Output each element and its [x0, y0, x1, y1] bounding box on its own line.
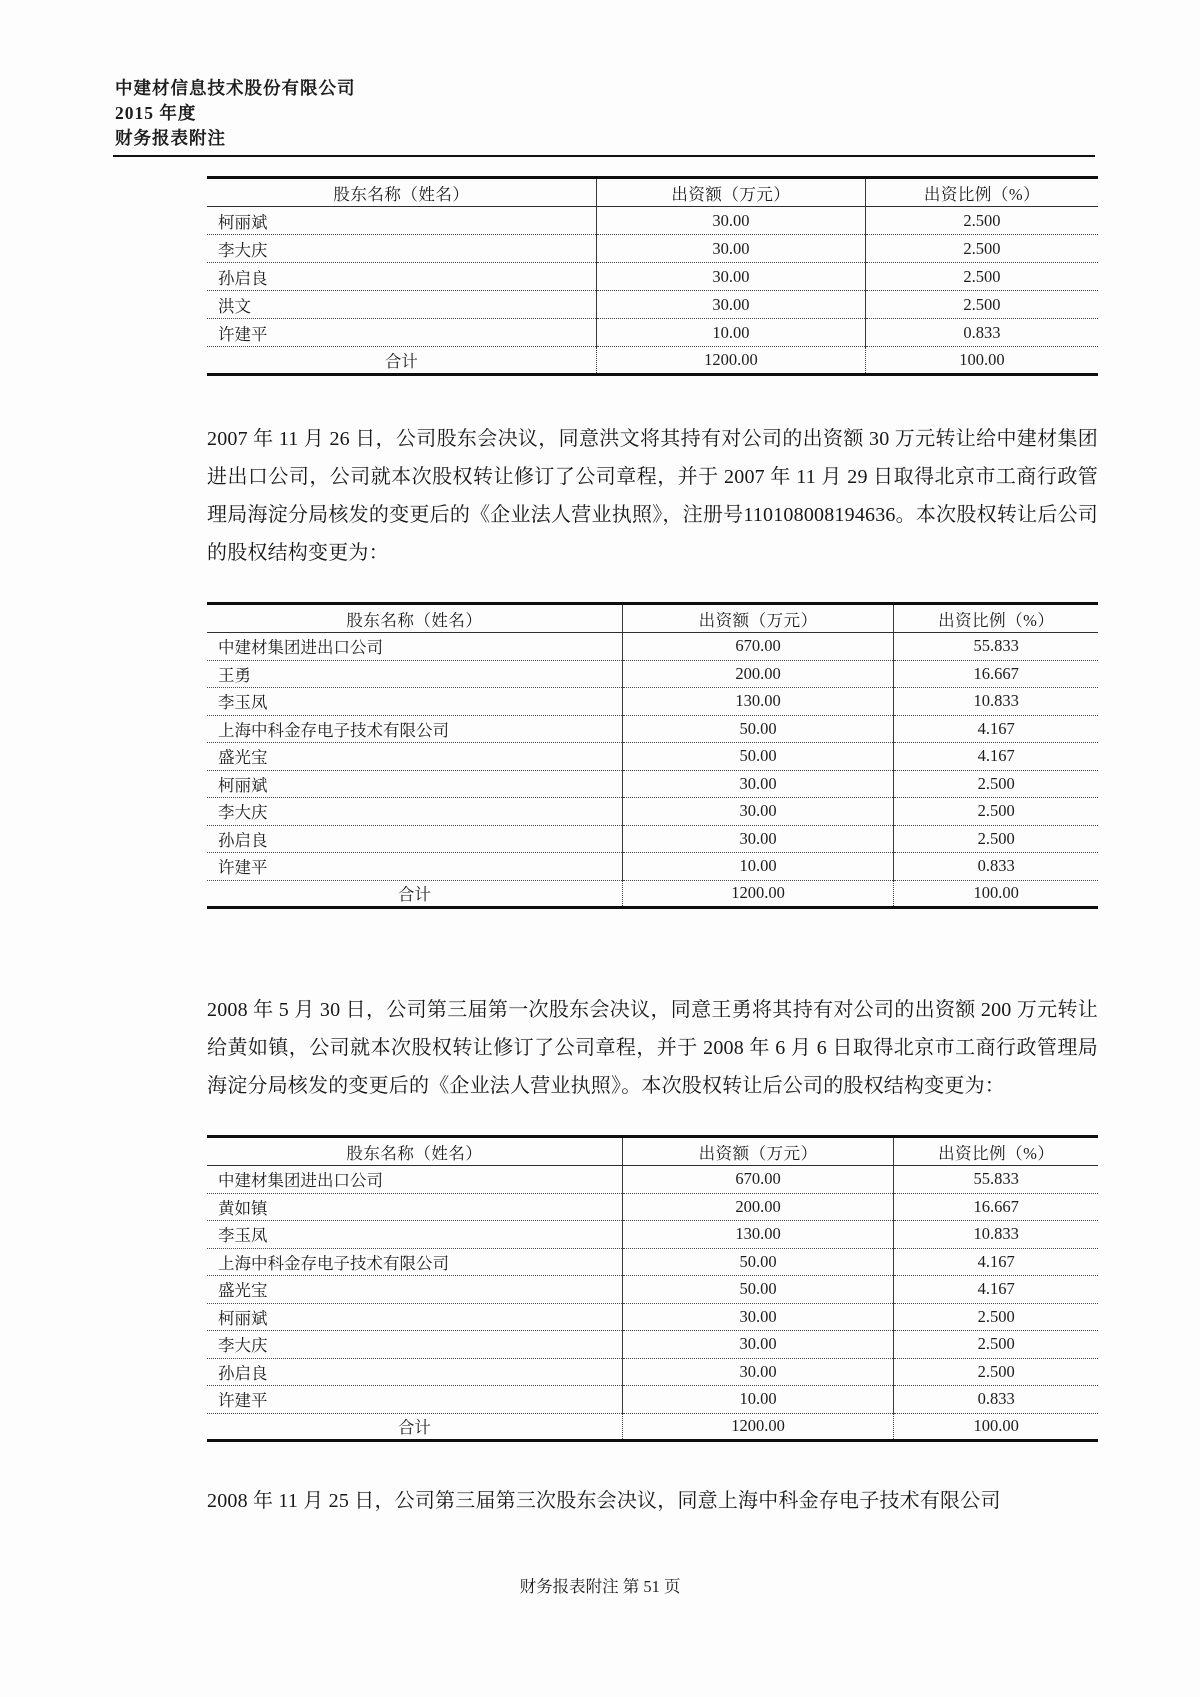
table-row [207, 1331, 1098, 1359]
col-header-shareholder-name: 股东名称（姓名） [207, 178, 596, 207]
amount-cell: 670.00 [622, 633, 894, 661]
table-row [207, 853, 1098, 881]
percent-cell: 2.500 [894, 1358, 1098, 1386]
amount-cell: 10.00 [622, 1386, 894, 1414]
table-total-row [207, 347, 1098, 375]
table-row [207, 1386, 1098, 1414]
table-row [207, 291, 1098, 319]
table-row [207, 633, 1098, 661]
shareholder-name-cell: 合计 [207, 347, 596, 375]
table-row [207, 1303, 1098, 1331]
col-header-contribution-amount: 出资额（万元） [622, 604, 894, 633]
percent-cell: 2.500 [894, 770, 1098, 798]
table-row [207, 1248, 1098, 1276]
amount-cell: 30.00 [622, 825, 894, 853]
shareholder-name-cell: 中建材集团进出口公司 [207, 633, 622, 661]
shareholder-name-cell: 洪文 [207, 291, 596, 319]
percent-cell: 10.833 [894, 1221, 1098, 1249]
table-total-row [207, 1413, 1098, 1441]
amount-cell: 1200.00 [622, 880, 894, 908]
table-2-body [207, 633, 1098, 908]
percent-cell: 0.833 [865, 319, 1098, 347]
amount-cell: 1200.00 [596, 347, 865, 375]
percent-cell: 4.167 [894, 743, 1098, 771]
shareholder-name-cell: 孙启良 [207, 1358, 622, 1386]
table-row [207, 235, 1098, 263]
percent-cell: 55.833 [894, 633, 1098, 661]
table-row [207, 1221, 1098, 1249]
col-header-contribution-ratio: 出资比例（%） [865, 178, 1098, 207]
amount-cell: 130.00 [622, 688, 894, 716]
percent-cell: 10.833 [894, 688, 1098, 716]
table-row [207, 263, 1098, 291]
percent-cell: 100.00 [959, 350, 1005, 369]
percent-cell: 2.500 [865, 235, 1098, 263]
table-row [207, 798, 1098, 826]
shareholder-name-cell: 中建材集团进出口公司 [207, 1166, 622, 1194]
table-2-header [207, 604, 1098, 633]
shareholder-name-cell: 李玉凤 [207, 688, 622, 716]
amount-cell: 50.00 [622, 1248, 894, 1276]
percent-cell: 4.167 [894, 715, 1098, 743]
content-column [207, 176, 1098, 1520]
page-footer: 财务报表附注 第 51 页 [519, 1577, 681, 1596]
table-row [207, 715, 1098, 743]
table-row [207, 660, 1098, 688]
col-header-contribution-amount: 出资额（万元） [596, 178, 865, 207]
table-3-body [207, 1166, 1098, 1441]
table-row [207, 688, 1098, 716]
amount-cell: 30.00 [596, 263, 865, 291]
doc-title: 财务报表附注 [115, 128, 226, 148]
percent-cell: 100.00 [973, 1416, 1019, 1436]
table-row [207, 207, 1098, 235]
shareholder-name-cell: 李大庆 [207, 798, 622, 826]
amount-cell: 30.00 [622, 1331, 894, 1359]
amount-cell: 30.00 [596, 207, 865, 235]
shareholder-name-cell: 柯丽斌 [207, 770, 622, 798]
amount-cell: 670.00 [622, 1166, 894, 1194]
percent-cell: 55.833 [894, 1166, 1098, 1194]
table-row [207, 743, 1098, 771]
amount-cell: 30.00 [596, 235, 865, 263]
table-row [207, 825, 1098, 853]
shareholder-name-cell: 黄如镇 [207, 1193, 622, 1221]
amount-cell: 30.00 [622, 1358, 894, 1386]
amount-cell: 200.00 [622, 1193, 894, 1221]
percent-cell: 2.500 [865, 263, 1098, 291]
percent-cell: 2.500 [894, 1331, 1098, 1359]
shareholder-name-cell: 孙启良 [207, 825, 622, 853]
amount-cell: 10.00 [622, 853, 894, 881]
shareholder-name-cell: 合计 [207, 1413, 622, 1441]
company-name: 中建材信息技术股份有限公司 [115, 78, 356, 98]
shareholder-name-cell: 上海中科金存电子技术有限公司 [207, 1248, 622, 1276]
percent-cell: 2.500 [894, 798, 1098, 826]
shareholder-table-1 [207, 176, 1098, 376]
shareholder-name-cell: 柯丽斌 [207, 1303, 622, 1331]
amount-cell: 10.00 [596, 319, 865, 347]
col-header-contribution-amount: 出资额（万元） [622, 1137, 894, 1166]
shareholder-name-cell: 许建平 [207, 319, 596, 347]
shareholder-name-cell: 许建平 [207, 853, 622, 881]
table-row [207, 770, 1098, 798]
amount-cell: 130.00 [622, 1221, 894, 1249]
shareholder-name-cell: 盛光宝 [207, 743, 622, 771]
shareholder-name-cell: 许建平 [207, 1386, 622, 1414]
header-rule [113, 155, 1095, 157]
percent-cell: 4.167 [894, 1276, 1098, 1304]
shareholder-table-2 [207, 602, 1098, 909]
percent-cell: 0.833 [894, 1386, 1098, 1414]
table-1-header [207, 178, 1098, 207]
amount-cell: 30.00 [622, 770, 894, 798]
shareholder-name-cell: 李大庆 [207, 1331, 622, 1359]
shareholder-table-3 [207, 1135, 1098, 1442]
percent-cell: 16.667 [894, 1193, 1098, 1221]
amount-cell: 50.00 [622, 715, 894, 743]
table-row [207, 319, 1098, 347]
table-1-body [207, 207, 1098, 375]
percent-cell: 100.00 [973, 883, 1019, 903]
paragraph-2008-may-transfer: 2008 年 5 月 30 日，公司第三届第一次股东会决议，同意王勇将其持有对公司的出资额 200 万元转让给黄如镇，公司就本次股权转让修订了公司章程，并于 2008 年 6 月 6 日取得北京市工商行政管理局海淀分局核发的变更后的《企业法人营业执照》。本次股权转让后公司的股权结构变更为： [207, 999, 1098, 1097]
col-header-contribution-ratio: 出资比例（%） [894, 1137, 1098, 1166]
table-row [207, 1276, 1098, 1304]
shareholder-name-cell: 合计 [207, 880, 622, 908]
shareholder-name-cell: 孙启良 [207, 263, 596, 291]
percent-cell: 4.167 [894, 1248, 1098, 1276]
shareholder-name-cell: 李大庆 [207, 235, 596, 263]
amount-cell: 30.00 [622, 1303, 894, 1331]
table-3-header [207, 1137, 1098, 1166]
shareholder-name-cell: 柯丽斌 [207, 207, 596, 235]
amount-cell: 30.00 [622, 798, 894, 826]
col-header-shareholder-name: 股东名称（姓名） [207, 1137, 622, 1166]
amount-cell: 50.00 [622, 1276, 894, 1304]
percent-cell: 2.500 [865, 291, 1098, 319]
percent-cell: 16.667 [894, 660, 1098, 688]
table-row [207, 1193, 1098, 1221]
amount-cell: 30.00 [596, 291, 865, 319]
table-total-row [207, 880, 1098, 908]
percent-cell: 0.833 [894, 853, 1098, 881]
amount-cell: 50.00 [622, 743, 894, 771]
shareholder-name-cell: 王勇 [207, 660, 622, 688]
amount-cell: 1200.00 [622, 1413, 894, 1441]
shareholder-name-cell: 上海中科金存电子技术有限公司 [207, 715, 622, 743]
page-header [0, 0, 1200, 151]
percent-cell: 2.500 [865, 207, 1098, 235]
col-header-contribution-ratio: 出资比例（%） [894, 604, 1098, 633]
percent-cell: 2.500 [894, 825, 1098, 853]
shareholder-name-cell: 李玉凤 [207, 1221, 622, 1249]
col-header-shareholder-name: 股东名称（姓名） [207, 604, 622, 633]
paragraph-2007-transfer: 2007 年 11 月 26 日，公司股东会决议，同意洪文将其持有对公司的出资额 30 万元转让给中建材集团进出口公司，公司就本次股权转让修订了公司章程，并于 2007 年 11 月 29 日取得北京市工商行政管理局海淀分局核发的变更后的《企业法人营业执照》，注册号110108008194636。本次股权转让后公司的股权结构变更为： [207, 428, 1098, 564]
paragraph-2008-nov-transfer: 2008 年 11 月 25 日，公司第三届第三次股东会决议，同意上海中科金存电子技术有限公司 [207, 1490, 1001, 1512]
percent-cell: 2.500 [894, 1303, 1098, 1331]
amount-cell: 200.00 [622, 660, 894, 688]
table-row [207, 1358, 1098, 1386]
fiscal-year: 2015 年度 [115, 103, 197, 123]
shareholder-name-cell: 盛光宝 [207, 1276, 622, 1304]
table-row [207, 1166, 1098, 1194]
